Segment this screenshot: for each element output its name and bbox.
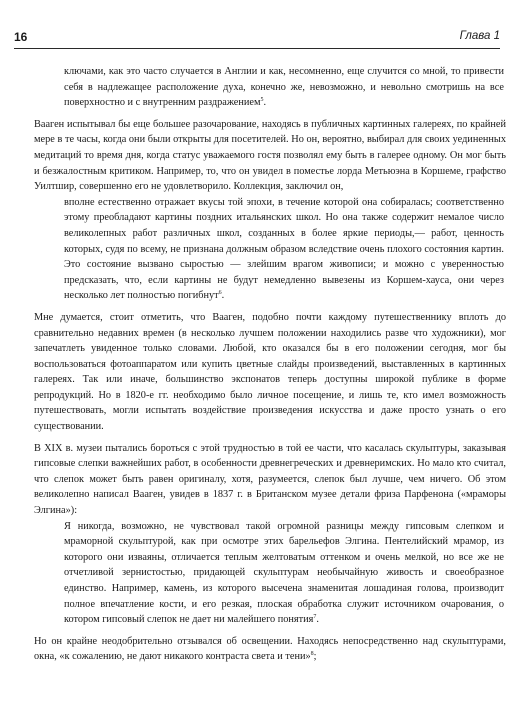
- block-quote: [64, 195, 504, 304]
- quote-tail: .: [316, 614, 319, 626]
- paragraph: [34, 117, 506, 195]
- footnote-ref: 5: [260, 97, 264, 104]
- paragraph: [34, 310, 506, 435]
- chapter-title: Глава 1: [459, 30, 500, 42]
- footnote-ref: 7: [313, 614, 317, 621]
- paragraph: [34, 634, 506, 665]
- block-quote: [64, 64, 504, 111]
- quote-text: вполне естественно отражает вкусы той эпохи, в течение которой она собиралась; соответственно этому преобладают картины поздних итальянских школ. Но она также содержит немалое число великолепных работ различных школ, созданных в более яркие периоды,— работ, ценность которых, судя по всему, не признана должным образом вследствие очень плохого состояния картин. Это состояние вызвано сыростью — злейшим врагом живописи; и можно с уверенностью предсказать, что, если картины не будут немедленно вывезены из Коршем-хауса, они через несколько лет полностью погибнут: [64, 196, 504, 302]
- footnote-ref: 6: [218, 290, 222, 297]
- paragraph-text: Но он крайне неодобрительно отзывался об освещении. Находясь непосредственно над скульптурами, окна, «к сожалению, не дают никакого контраста света и тени»: [34, 635, 506, 663]
- quote-tail: .: [263, 97, 267, 109]
- paragraph: [34, 441, 506, 519]
- block-quote: [64, 519, 504, 628]
- page-number: 16: [14, 30, 28, 44]
- paragraph-text: Вааген испытывал бы еще большее разочарование, находясь в публичных картинных галереях, по крайней мере в те часы, когда они были открыты для посетителей. Но он, вероятно, выбирал для своих уединенных медитаций то время дня, когда статус уважаемого гостя позволял ему быть в галерее одному. Он мог быть и безжалостным критиком. Например, то, что он увидел в поместье лорда Метьюэна в Коршеме, графство Уилтшир, совершенно его не удовлетворило. Коллекция, заключил он,: [34, 118, 506, 193]
- page-body: [34, 64, 506, 665]
- footnote-ref: 8: [310, 651, 314, 658]
- paragraph-tail: ;: [313, 651, 317, 663]
- quote-text: Я никогда, возможно, не чувствовал такой огромной разницы между гипсовым слепком и мраморной скульптурой, как при осмотре этих барельефов Элгина. Пентелийский мрамор, из которого они изваяны, отличается теплым желтоватым оттенком и очень мелкой, но все же не отчетливой зернистостью, придающей скульптурам необычайную живость и своеобразное единство. Например, камень, из которого высечена знаменитая лошадиная голова, производит полное впечатление кости, и его резкая, плоская обработка служит источником очарования, о котором гипсовый слепок не дает ни малейшего понятия: [64, 520, 504, 626]
- paragraph-text: В XIX в. музеи пытались бороться с этой трудностью в той ее части, что касалась скульптуры, заказывая гипсовые слепки важнейших работ, в особенности древнегреческих и древнеримских. Но мало кто считал, что слепок может быть равен оригиналу, хотя, разумеется, слепок был лучше, чем ничего. Об этом великолепно написал Вааген, увидев в 1837 г. в Британском музее детали фриза Парфенона («мраморы Элгина»):: [34, 442, 506, 517]
- quote-tail: .: [221, 290, 225, 302]
- running-head: [14, 30, 500, 49]
- paragraph-text: Мне думается, стоит отметить, что Вааген, подобно почти каждому путешественнику вплоть до сравнительно недавних времен (в несколько лучшем положении находились разве что художники), мог запечатлеть увиденное только словами. Любой, кто оказался бы в его положении сегодня, мог бы воспользоваться фотоаппаратом или купить цветные слайды произведений, выставленных в картинных галереях. Так или иначе, большинство экспонатов теперь доступны широкой публике в форме репродукций. Но в 1820-е гг. необходимо было личное посещение, и лишь те, кто имел возможность путешествовать, могли испытать воздействие произведения искусства и даже просто узнать о его существовании.: [34, 311, 506, 433]
- quote-text: ключами, как это часто случается в Англии и как, несомненно, еще случится со мной, то привести себя в надлежащее расположение духа, конечно же, невозможно, и невольно смотришь на все поверхностно и с внутренним раздражением: [64, 66, 504, 109]
